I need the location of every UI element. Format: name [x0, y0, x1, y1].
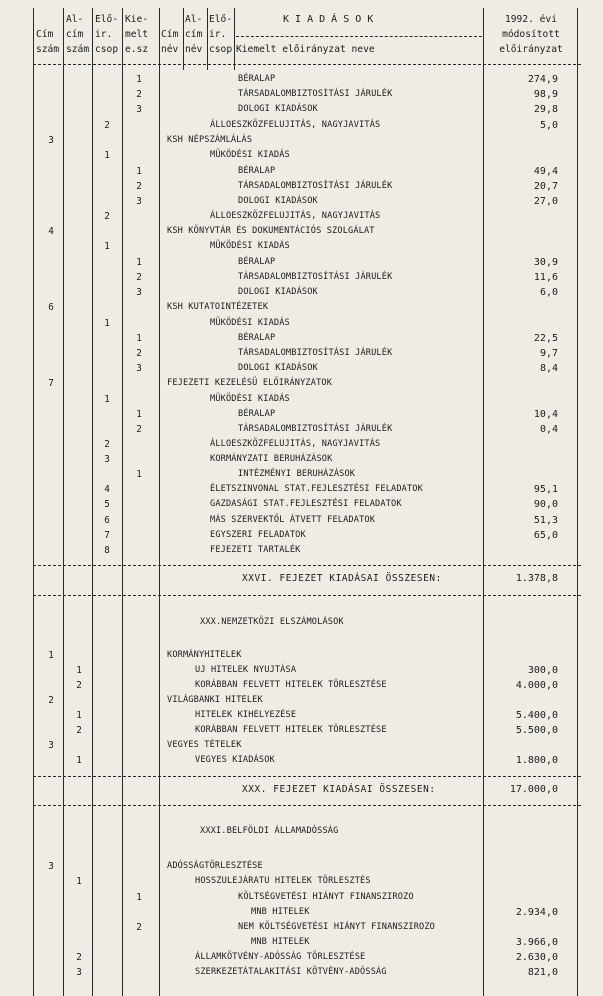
table-row	[0, 270, 603, 285]
amount-cell: 3.966,0	[515, 937, 558, 948]
header-col3-line1: Elő-	[95, 14, 119, 25]
header-col7-line2: ir.	[209, 29, 227, 40]
alcim-szam-cell: 1	[76, 876, 82, 887]
item-name-cell: HOSSZULEJÁRATU HITELEK TÖRLESZTÉS	[195, 876, 371, 886]
eloir-csop-cell: 2	[104, 120, 110, 131]
kiemelt-esz-cell: 2	[136, 348, 142, 359]
header-col2-line1: Al-	[66, 14, 84, 25]
table-row	[0, 255, 603, 270]
table-row	[0, 482, 603, 497]
item-name-cell: DOLOGI KIADÁSOK	[238, 363, 318, 373]
amount-cell: 51,3	[533, 515, 558, 526]
item-name-cell: TÁRSADALOMBIZTOSÍTÁSI JÁRULÉK	[238, 424, 393, 434]
table-row	[0, 513, 603, 528]
table-row	[0, 467, 603, 482]
header-col6-line2: cím	[185, 29, 203, 40]
amount-cell: 6,0	[539, 287, 558, 298]
item-name-cell: XXXI.BELFÖLDI ÁLLAMADÓSSÁG	[200, 826, 339, 836]
header-col7-line1: Elő-	[209, 14, 233, 25]
item-name-cell: KORÁBBAN FELVETT HITELEK TÖRLESZTÉSE	[195, 680, 387, 690]
table-row	[0, 782, 603, 797]
section-separator	[33, 776, 581, 777]
table-row	[0, 615, 603, 630]
table-row	[0, 392, 603, 407]
amount-cell: 2.934,0	[515, 907, 558, 918]
item-name-cell: SZERKEZETÁTALAKITÁSI KÖTVÉNY-ADÓSSÁG	[195, 967, 387, 977]
amount-cell: 300,0	[527, 665, 558, 676]
column-rule	[183, 8, 184, 70]
header-amount-line1: 1992. évi	[505, 14, 557, 25]
item-name-cell: ÁLLOESZKÖZFELUJITÁS, NAGYJAVITÁS	[210, 211, 381, 221]
header-col2-line2: cím	[66, 29, 84, 40]
header-col6-line1: Al-	[185, 14, 203, 25]
kiemelt-esz-cell: 2	[136, 922, 142, 933]
item-name-cell: MNB HITELEK	[251, 907, 310, 917]
table-row	[0, 133, 603, 148]
item-name-cell: BÉRALAP	[238, 166, 276, 176]
eloir-csop-cell: 1	[104, 318, 110, 329]
item-name-cell: ÁLLAMKÖTVÉNY-ADÓSSÁG TÖRLESZTÉSE	[195, 952, 366, 962]
item-name-cell: INTÉZMÉNYI BERUHÁZÁSOK	[238, 469, 356, 479]
cim-szam-cell: 7	[48, 378, 54, 389]
header-col1-line3: szám	[36, 44, 60, 55]
amount-cell: 8,4	[539, 363, 558, 374]
kiemelt-esz-cell: 2	[136, 89, 142, 100]
table-row	[0, 859, 603, 874]
kiemelt-esz-cell: 1	[136, 166, 142, 177]
amount-cell: 1.800,0	[515, 755, 558, 766]
eloir-csop-cell: 2	[104, 439, 110, 450]
item-name-cell: BÉRALAP	[238, 333, 276, 343]
table-row	[0, 361, 603, 376]
amount-cell: 5.500,0	[515, 725, 558, 736]
table-row	[0, 935, 603, 950]
kiemelt-esz-cell: 2	[136, 272, 142, 283]
amount-cell: 0,4	[539, 424, 558, 435]
header-col5-line3: név	[161, 44, 179, 55]
amount-cell: 821,0	[527, 967, 558, 978]
table-row	[0, 346, 603, 361]
table-row	[0, 497, 603, 512]
amount-cell: 9,7	[539, 348, 558, 359]
table-row	[0, 543, 603, 558]
kiemelt-esz-cell: 3	[136, 363, 142, 374]
amount-cell: 11,6	[533, 272, 558, 283]
table-row	[0, 407, 603, 422]
kiemelt-esz-cell: 3	[136, 196, 142, 207]
item-name-cell: EGYSZERI FELADATOK	[210, 530, 306, 540]
alcim-szam-cell: 3	[76, 967, 82, 978]
header-amount-line3: előirányzat	[499, 44, 563, 55]
kiemelt-esz-cell: 1	[136, 74, 142, 85]
amount-cell: 4.000,0	[515, 680, 558, 691]
amount-cell: 20,7	[533, 181, 558, 192]
header-separator	[33, 64, 581, 65]
cim-szam-cell: 3	[48, 740, 54, 751]
item-name-cell: VILÁGBANKI HITELEK	[167, 695, 263, 705]
item-name-cell: VEGYES TÉTELEK	[167, 740, 242, 750]
table-row	[0, 331, 603, 346]
kiemelt-esz-cell: 2	[136, 181, 142, 192]
column-rule	[234, 8, 235, 70]
item-name-cell: GAZDASÁGI STAT.FEJLESZTÉSI FELADATOK	[210, 499, 402, 509]
table-row	[0, 738, 603, 753]
amount-cell: 30,9	[533, 257, 558, 268]
header-col1-line2: Cím	[36, 29, 54, 40]
cim-szam-cell: 2	[48, 695, 54, 706]
table-row	[0, 422, 603, 437]
amount-cell: 1.378,8	[515, 573, 558, 584]
item-name-cell: ÁLLOESZKÖZFELUJITÁS, NAGYJAVITÁS	[210, 120, 381, 130]
kiemelt-esz-cell: 1	[136, 409, 142, 420]
table-row	[0, 437, 603, 452]
table-row	[0, 571, 603, 586]
eloir-csop-cell: 2	[104, 211, 110, 222]
amount-cell: 5,0	[539, 120, 558, 131]
header-col4-line1: Kie-	[125, 14, 149, 25]
header-col3-line2: ir.	[95, 29, 113, 40]
cim-szam-cell: 3	[48, 861, 54, 872]
table-row	[0, 678, 603, 693]
header-col4-line3: e.sz	[125, 44, 149, 55]
item-name-cell: KSH NÉPSZÁMLÁLÁS	[167, 135, 253, 145]
table-row	[0, 72, 603, 87]
header-col7-line3: csop	[209, 44, 233, 55]
item-name-cell: FEJEZETI KEZELÉSÜ ELŐIRÁNYZATOK	[167, 378, 333, 388]
eloir-csop-cell: 6	[104, 515, 110, 526]
amount-cell: 98,9	[533, 89, 558, 100]
table-row	[0, 285, 603, 300]
alcim-szam-cell: 1	[76, 710, 82, 721]
kiemelt-esz-cell: 1	[136, 892, 142, 903]
alcim-szam-cell: 2	[76, 680, 82, 691]
item-name-cell: KORÁBBAN FELVETT HITELEK TÖRLESZTÉSE	[195, 725, 387, 735]
section-separator	[33, 805, 581, 806]
table-row	[0, 102, 603, 117]
item-name-cell: BÉRALAP	[238, 409, 276, 419]
cim-szam-cell: 3	[48, 135, 54, 146]
item-name-cell: XXX. FEJEZET KIADÁSAI ÖSSZESEN:	[242, 784, 436, 795]
kiemelt-esz-cell: 3	[136, 287, 142, 298]
alcim-szam-cell: 1	[76, 755, 82, 766]
table-row	[0, 194, 603, 209]
table-row	[0, 239, 603, 254]
table-row	[0, 528, 603, 543]
eloir-csop-cell: 1	[104, 150, 110, 161]
item-name-cell: VEGYES KIADÁSOK	[195, 755, 275, 765]
header-col2-line3: szám	[66, 44, 90, 55]
table-row	[0, 209, 603, 224]
item-name-cell: TÁRSADALOMBIZTOSÍTÁSI JÁRULÉK	[238, 348, 393, 358]
item-name-cell: KSH KUTATOINTÉZETEK	[167, 302, 269, 312]
item-name-cell: XXX.NEMZETKÖZI ELSZÁMOLÁSOK	[200, 617, 344, 627]
eloir-csop-cell: 1	[104, 241, 110, 252]
kiemelt-esz-cell: 1	[136, 333, 142, 344]
alcim-szam-cell: 1	[76, 665, 82, 676]
amount-cell: 65,0	[533, 530, 558, 541]
table-row	[0, 708, 603, 723]
table-row	[0, 874, 603, 889]
amount-cell: 5.400,0	[515, 710, 558, 721]
table-row	[0, 452, 603, 467]
header-col4-line2: melt	[125, 29, 149, 40]
item-name-cell: ÉLETSZINVONAL STAT.FEJLESZTÉSI FELADATOK	[210, 484, 423, 494]
table-row	[0, 87, 603, 102]
item-name-cell: FEJEZETI TARTALÉK	[210, 545, 301, 555]
amount-cell: 49,4	[533, 166, 558, 177]
table-row	[0, 890, 603, 905]
header-title: K I A D Á S O K	[283, 14, 374, 25]
table-row	[0, 148, 603, 163]
amount-cell: 95,1	[533, 484, 558, 495]
table-row	[0, 376, 603, 391]
table-row	[0, 224, 603, 239]
amount-cell: 90,0	[533, 499, 558, 510]
amount-cell: 274,9	[527, 74, 558, 85]
item-name-cell: TÁRSADALOMBIZTOSÍTÁSI JÁRULÉK	[238, 272, 393, 282]
table-row	[0, 753, 603, 768]
header-title-rule	[236, 36, 482, 37]
item-name-cell: ÁLLOESZKÖZFELUJITÁS, NAGYJAVITÁS	[210, 439, 381, 449]
eloir-csop-cell: 5	[104, 499, 110, 510]
amount-cell: 17.000,0	[509, 784, 558, 795]
header-col6-line3: név	[185, 44, 203, 55]
table-row	[0, 920, 603, 935]
table-row	[0, 663, 603, 678]
item-name-cell: MÜKÖDÉSI KIADÁS	[210, 150, 290, 160]
item-name-cell: KÖLTSÉGVETÉSI HIÁNYT FINANSZIROZO	[238, 892, 414, 902]
item-name-cell: XXVI. FEJEZET KIADÁSAI ÖSSZESEN:	[242, 573, 442, 584]
alcim-szam-cell: 2	[76, 725, 82, 736]
eloir-csop-cell: 1	[104, 394, 110, 405]
table-row	[0, 300, 603, 315]
item-name-cell: DOLOGI KIADÁSOK	[238, 287, 318, 297]
amount-cell: 10,4	[533, 409, 558, 420]
cim-szam-cell: 1	[48, 650, 54, 661]
header-amount-line2: módosított	[502, 29, 560, 40]
eloir-csop-cell: 8	[104, 545, 110, 556]
kiemelt-esz-cell: 2	[136, 424, 142, 435]
section-separator	[33, 565, 581, 566]
header-subtitle: Kiemelt előirányzat neve	[236, 44, 375, 55]
table-row	[0, 648, 603, 663]
cim-szam-cell: 6	[48, 302, 54, 313]
kiemelt-esz-cell: 1	[136, 257, 142, 268]
amount-cell: 22,5	[533, 333, 558, 344]
table-row	[0, 723, 603, 738]
eloir-csop-cell: 3	[104, 454, 110, 465]
item-name-cell: MÜKÖDÉSI KIADÁS	[210, 318, 290, 328]
item-name-cell: MÜKÖDÉSI KIADÁS	[210, 394, 290, 404]
table-row	[0, 824, 603, 839]
item-name-cell: BÉRALAP	[238, 74, 276, 84]
item-name-cell: MNB HITELEK	[251, 937, 310, 947]
alcim-szam-cell: 2	[76, 952, 82, 963]
item-name-cell: UJ HITELEK NYUJTÁSA	[195, 665, 297, 675]
amount-cell: 29,8	[533, 104, 558, 115]
cim-szam-cell: 4	[48, 226, 54, 237]
item-name-cell: BÉRALAP	[238, 257, 276, 267]
header-col5-line2: Cím	[161, 29, 179, 40]
amount-cell: 27,0	[533, 196, 558, 207]
table-row	[0, 905, 603, 920]
kiemelt-esz-cell: 3	[136, 104, 142, 115]
table-row	[0, 118, 603, 133]
header-col3-line3: csop	[95, 44, 119, 55]
item-name-cell: MÜKÖDÉSI KIADÁS	[210, 241, 290, 251]
table-row	[0, 179, 603, 194]
item-name-cell: TÁRSADALOMBIZTOSÍTÁSI JÁRULÉK	[238, 181, 393, 191]
item-name-cell: ADÓSSÁGTÖRLESZTÉSE	[167, 861, 263, 871]
item-name-cell: DOLOGI KIADÁSOK	[238, 196, 318, 206]
item-name-cell: DOLOGI KIADÁSOK	[238, 104, 318, 114]
item-name-cell: KORMÁNYZATI BERUHÁZÁSOK	[210, 454, 333, 464]
item-name-cell: TÁRSADALOMBIZTOSÍTÁSI JÁRULÉK	[238, 89, 393, 99]
table-row	[0, 950, 603, 965]
item-name-cell: KORMÁNYHITELEK	[167, 650, 242, 660]
table-row	[0, 316, 603, 331]
item-name-cell: KSH KÖNYVTÁR ÉS DOKUMENTÁCIÓS SZOLGÁLAT	[167, 226, 375, 236]
column-rule	[207, 8, 208, 70]
kiemelt-esz-cell: 1	[136, 469, 142, 480]
eloir-csop-cell: 7	[104, 530, 110, 541]
table-row	[0, 164, 603, 179]
eloir-csop-cell: 4	[104, 484, 110, 495]
item-name-cell: NEM KÖLTSÉGVETÉSI HIÁNYT FINANSZIROZO	[238, 922, 435, 932]
table-row	[0, 965, 603, 980]
section-separator	[33, 595, 581, 596]
item-name-cell: MÁS SZERVEKTŐL ÁTVETT FELADATOK	[210, 515, 376, 525]
amount-cell: 2.630,0	[515, 952, 558, 963]
item-name-cell: HITELEK KIHELYEZÉSE	[195, 710, 297, 720]
table-row	[0, 693, 603, 708]
